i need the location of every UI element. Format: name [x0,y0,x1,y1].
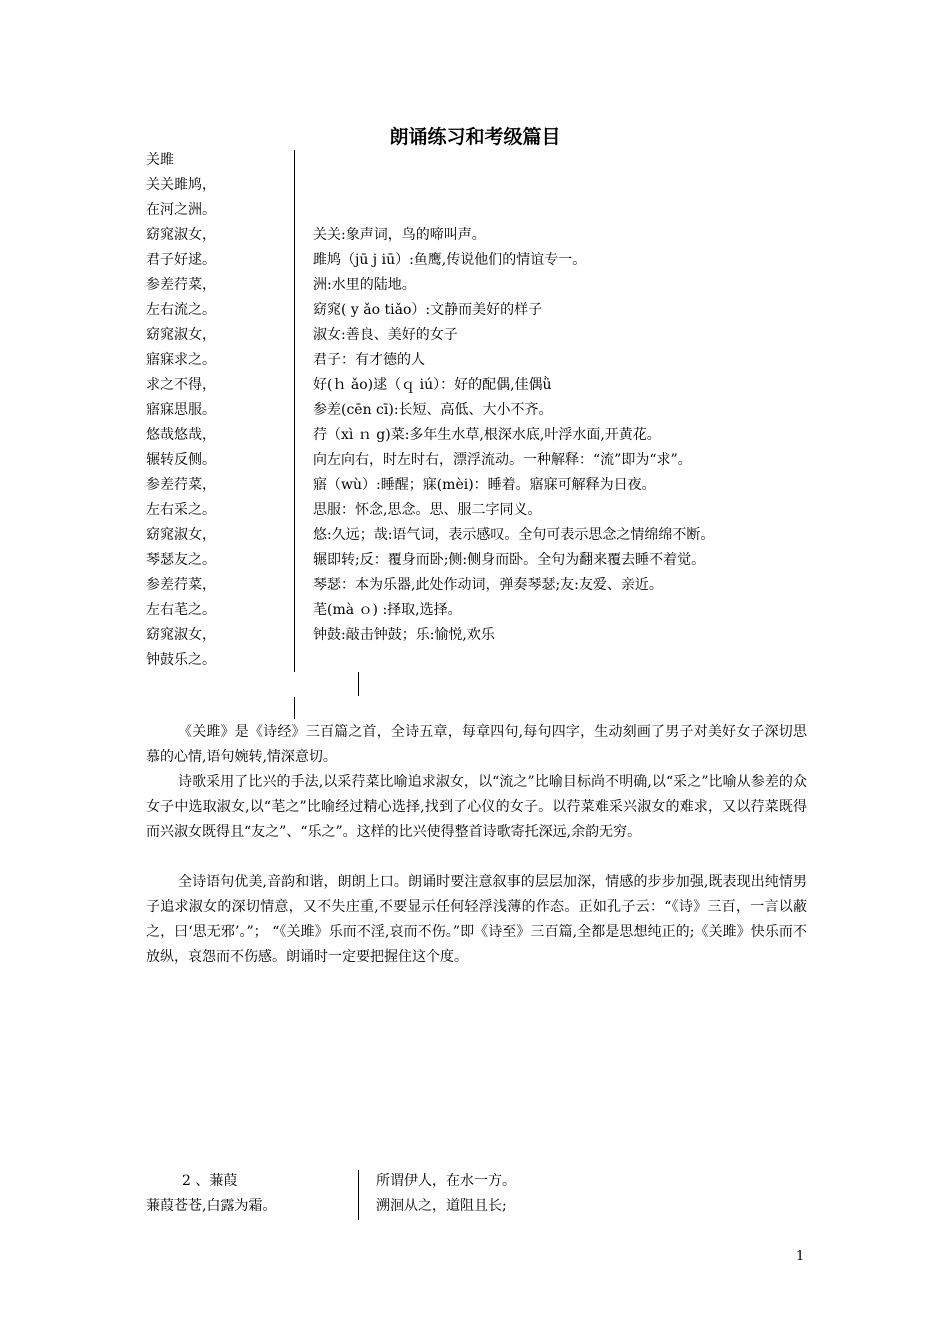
column-divider [294,150,295,672]
annotation-line: 向左向右，时左时右，漂浮流动。一种解释：“流”即为“求”。 [313,452,692,468]
annotation-line: 关关:象声词，鸟的啼叫声。 [313,227,486,243]
poem-line: 左右采之。 [146,502,216,518]
poem-line: 琴瑟友之。 [146,552,216,568]
poem-line: 窈窕淑女， [146,627,216,643]
annotation-line: 寤（wù）:睡醒；寐(mèi)：睡着。寤寐可解释为日夜。 [313,477,656,493]
annotation-line: 淑女:善良、美好的女子 [313,327,458,343]
annotation-line: 雎鸠（jū j iū）:鱼鹰,传说他们的情谊专一。 [313,252,587,268]
poem-line: 君子好逑。 [146,252,216,268]
page-title: 朗诵练习和考级篇目 [389,126,561,148]
annotation-line: 好(ｈ ǎo)逑（ｑ iú）：好的配偶,佳偶ǜ [313,377,552,393]
section-2-heading: 2 、蒹葭 [182,1173,238,1189]
page-number: 1 [796,1249,805,1264]
poem-line: 寤寐思服。 [146,402,216,418]
annotation-line: 参差(cēn cī):长短、高低、大小不齐。 [313,402,553,418]
poem-line: 悠哉悠哉， [146,427,216,443]
annotation-line: 思服：怀念,思念。思、服二字同义。 [313,502,542,518]
annotation-line: 洲:水里的陆地。 [313,277,416,293]
poem-line: 左右流之。 [146,302,216,318]
annotation-line: 钟鼓:敲击钟鼓；乐:愉悦,欢乐 [313,627,495,643]
poem-title: 关雎 [146,152,174,168]
poem-line: 辗转反侧。 [146,452,216,468]
section-2-divider [358,1170,359,1220]
annotation-line: 窈窕( y ǎo tiǎo）:文静而美好的样子 [313,302,543,318]
paragraph-technique: 诗歌采用了比兴的手法,以采荇菜比喻追求淑女，以“流之”比喻目标尚不明确,以“采之”比喻从参差的众女子中选取淑女,以“芼之”比喻经过精心选择,找到了心仪的女子。以荇菜难采兴淑女的难求，又以荇菜既得而兴淑女既得且“友之”、“乐之”。这样的比兴使得整首诗歌寄托深远,余韵无穷。 [146,774,807,840]
poem-line: 左右芼之。 [146,602,216,618]
annotation-line: 荇（xì ｎ g)菜:多年生水草,根深水底,叶浮水面,开黄花。 [313,427,661,443]
column-divider-lower [294,697,295,719]
poem-line: 参差荇菜， [146,277,216,293]
poem-line: 参差荇菜， [146,577,216,593]
poem-line: 求之不得， [146,377,216,393]
poem-line: 在河之洲。 [146,202,216,218]
poem-line: 参差荇菜， [146,477,216,493]
poem-line: 关关雎鸠， [146,177,216,193]
section-2-left [146,1169,346,1219]
poem-line: 钟鼓乐之。 [146,652,216,668]
annotation-column [313,223,833,648]
poem-line: 窈窕淑女， [146,327,216,343]
paragraph-recitation: 全诗语句优美,音韵和谐，朗朗上口。朗诵时要注意叙事的层层加深，情感的步步加强,既表现出纯情男子追求淑女的深切情意，又不失庄重,不要显示任何轻浮浅薄的作态。正如孔子云：“《诗》三百，一言以蔽之，曰‘思无邪’。”； “《关雎》乐而不淫,哀而不伤。”即《诗至》三百篇,全都是思想纯正的;《关雎》快乐而不放纵，哀怨而不伤感。朗诵时一定要把握住这个度。 [146,874,807,965]
poem-line: 窈窕淑女， [146,527,216,543]
section-2-right-line: 所谓伊人，在水一方。 [376,1173,516,1189]
section-2-right [376,1169,676,1219]
poem-line: 寤寐求之。 [146,352,216,368]
poem-line: 窈窕淑女， [146,227,216,243]
annotation-line: 悠:久远；哉:语气词，表示感叹。全句可表示思念之情绵绵不断。 [313,527,715,543]
poem-text-column [146,148,286,673]
annotation-line: 芼(mà ｏ) :择取,选择。 [313,602,462,618]
section-2-right-line: 溯洄从之，道阻且长; [376,1198,507,1214]
annotation-line: 君子：有才德的人 [313,352,425,368]
section-2-first-line: 蒹葭苍苍,白露为霜。 [146,1198,277,1214]
paragraph-intro: 《关雎》是《诗经》三百篇之首，全诗五章，每章四句,每句四字，生动刻画了男子对美好女子深切思慕的心情,语句婉转,情深意切。 [146,724,807,765]
column-divider-short [358,672,359,696]
annotation-line: 琴瑟：本为乐器,此处作动词，弹奏琴瑟;友:友爱、亲近。 [313,577,663,593]
annotation-line: 辗即转;反：覆身而卧;侧:侧身而卧。全句为翻来覆去睡不着觉。 [313,552,706,568]
